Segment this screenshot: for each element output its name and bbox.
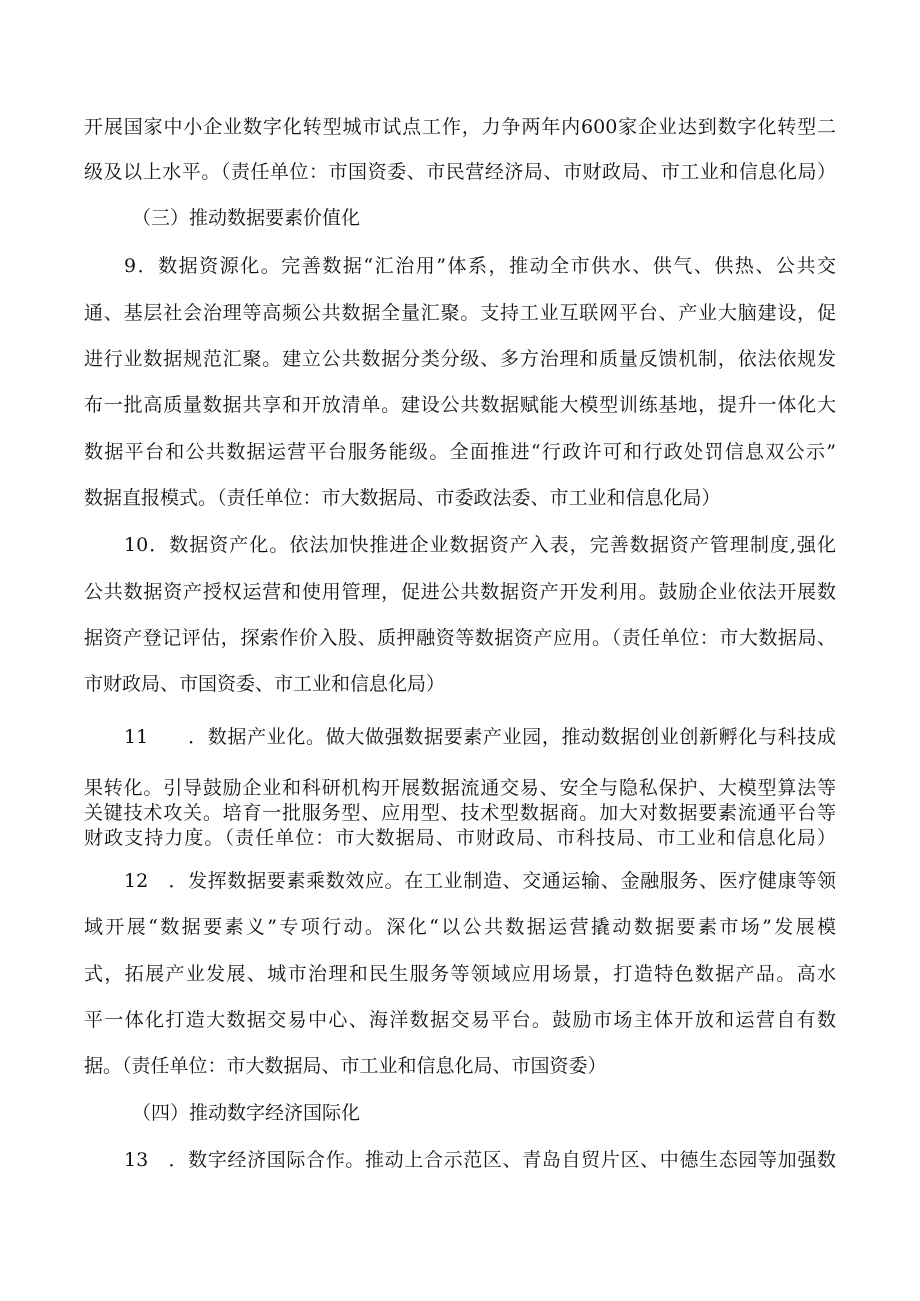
- text-line: 关键技术攻关。培育一批服务型、应用型、技术型数据商。加大对数据要素流通平台等: [84, 802, 836, 824]
- text-line: 数据平台和公共数据运营平台服务能级。全面推进“行政许可和行政处罚信息双公示”: [84, 441, 836, 463]
- text-line: 式，拓展产业发展、城市治理和民生服务等领域应用场景，打造特色数据产品。高水: [84, 963, 836, 985]
- section-heading: （四）推动数字经济国际化: [132, 1102, 361, 1124]
- text-line: 布一批高质量数据共享和开放清单。建设公共数据赋能大模型训练基地，提升一体化大: [84, 394, 836, 416]
- paragraph-start: 12 ．发挥数据要素乘数效应。在工业制造、交通运输、金融服务、医疗健康等领: [124, 870, 836, 892]
- text-line: 平一体化打造大数据交易中心、海洋数据交易平台。鼓励市场主体开放和运营自有数: [84, 1009, 836, 1031]
- text-line: 据。（责任单位：市大数据局、市工业和信息化局、市国资委）: [84, 1055, 607, 1077]
- text-line: 数据直报模式。（责任单位：市大数据局、市委政法委、市工业和信息化局）: [84, 487, 721, 509]
- paragraph-start: 13 ．数字经济国际合作。推动上合示范区、青岛自贸片区、中德生态园等加强数: [124, 1149, 836, 1171]
- text-line: 域开展“数据要素义”专项行动。深化“以公共数据运营撬动数据要素市场”发展模: [84, 916, 836, 938]
- text-line: 开展国家中小企业数字化转型城市试点工作，力争两年内600家企业达到数字化转型二: [84, 116, 836, 138]
- text-line: 通、基层社会治理等高频公共数据全量汇聚。支持工业互联网平台、产业大脑建设，促: [84, 302, 836, 324]
- text-line: 进行业数据规范汇聚。建立公共数据分类分级、多方治理和质量反馈机制，依法依规发: [84, 348, 836, 370]
- section-heading: （三）推动数据要素价值化: [132, 207, 361, 229]
- paragraph-start: 11 ．数据产业化。做大做强数据要素产业园，推动数据创业创新孵化与科技成: [124, 726, 836, 748]
- text-line: 财政支持力度。（责任单位：市大数据局、市财政局、市科技局、市工业和信息化局）: [84, 827, 836, 849]
- text-line: 级及以上水平。（责任单位：市国资委、市民营经济局、市财政局、市工业和信息化局）: [84, 161, 836, 183]
- paragraph-start: 9．数据资源化。完善数据“汇治用”体系，推动全市供水、供气、供热、公共交: [124, 255, 836, 277]
- text-line: 据资产登记评估，探索作价入股、质押融资等数据资产应用。（责任单位：市大数据局、: [84, 627, 836, 649]
- text-line: 果转化。引导鼓励企业和科研机构开展数据流通交易、安全与隐私保护、大模型算法等: [84, 777, 836, 799]
- text-line: 公共数据资产授权运营和使用管理，促进公共数据资产开发利用。鼓励企业依法开展数: [84, 581, 836, 603]
- paragraph-start: 10．数据资产化。依法加快推进企业数据资产入表，完善数据资产管理制度,强化: [124, 534, 836, 556]
- text-line: 市财政局、市国资委、市工业和信息化局）: [84, 673, 446, 695]
